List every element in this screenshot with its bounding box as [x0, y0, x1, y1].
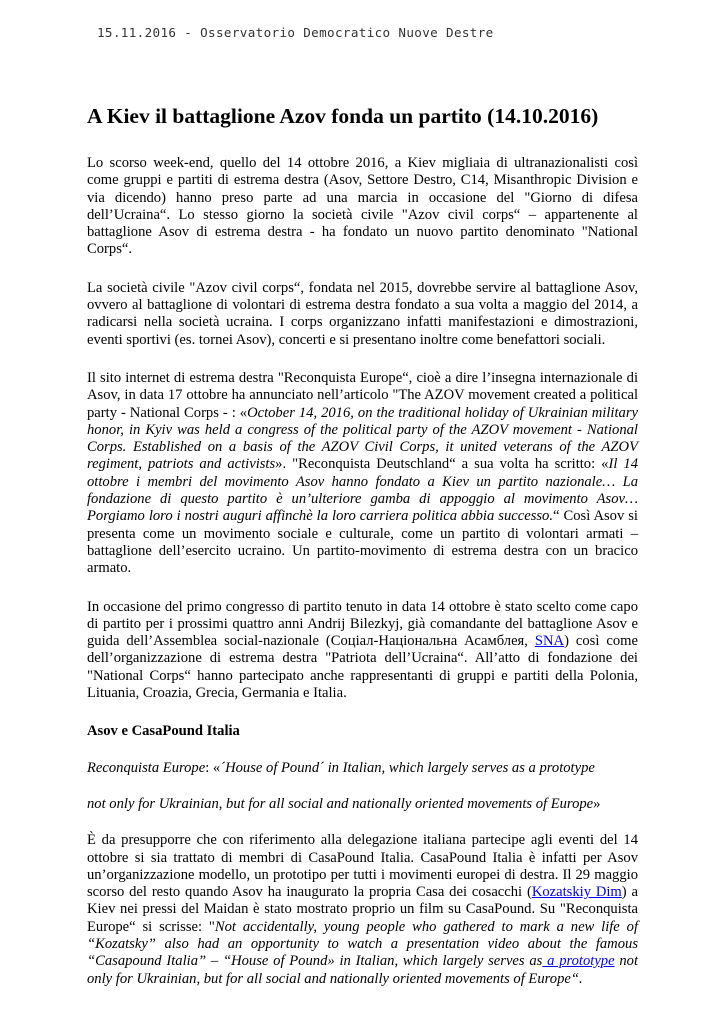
- text-segment: Il sito internet di estrema destra "Reconquista Europe“, cioè a dire l’insegna internazionale di Asov, in data 17 ottobre ha annunciato nell’articolo "The AZOV movement created a political party - National Corps - : «: [87, 369, 638, 421]
- quote-line-1: Reconquista Europe: «´House of Pound´ in Italian, which largely serves as a prototype: [87, 759, 595, 776]
- quote-text: ´House of Pound´ in Italian, which largely serves as a prototype: [220, 759, 595, 776]
- quote-text: not only for Ukrainian, but for all social and nationally oriented movements of Europe: [87, 795, 594, 812]
- article-body: [87, 102, 638, 1009]
- text-segment: ) così come dell’organizzazione di estrema destra "Patriota dell’Ucraina“. All’atto di fondazione dei "National Corps“ hanno partecipato anche rappresentanti di gruppi e partiti della Polonia, Lituania, Croazia, Grecia, Germania e Italia.: [87, 633, 638, 702]
- article-title: A Kiev il battaglione Azov fonda un partito (14.10.2016): [87, 104, 599, 128]
- text-segment: ». "Reconquista Deutschland“ a sua volta ha scritto: «: [275, 456, 609, 473]
- quote-italic-segment: October 14, 2016, on the traditional holiday of Ukrainian military honor, in Kyiv was held a congress of the political party of the AZOV movement - National Corps. Established on a basis of the AZOV Civil Corps, it united veterans of the AZOV regiment, patriots and activists: [87, 404, 638, 473]
- page-header: 15.11.2016 - Osservatorio Democratico Nuove Destre: [97, 25, 494, 40]
- quote-italic-segment: not only for Ukrainian, but for all social and nationally oriented movements of Europe“.: [87, 953, 639, 987]
- sna-link[interactable]: SNA: [534, 633, 565, 650]
- quote-italic-segment: Not accidentally, young people who gathered to mark a new life of “Kozatsky” also had an opportunity to watch a presentation video about the famous “Casapound Italia” – “House of Pound» in Italian, which largely serves as: [87, 918, 639, 970]
- text-segment: In occasione del primo congresso di partito tenuto in data 14 ottobre è stato scelto come capo di partito per i prossimi quattro anni Andrij Bilezkyj, già comandante del battaglione Asov e guida dell’Assemblea social-nazionale (Соціал-Національна Асамблея,: [87, 598, 638, 650]
- prototype-link[interactable]: a prototype: [542, 953, 615, 970]
- text-segment: “ Così Asov si presenta come un movimento sociale e culturale, come un partito di volontari armati – battaglione dell’esercito ucraino. Un partito-movimento di estrema destra con un bracico armato.: [87, 508, 638, 577]
- paragraph-civil-corps: La società civile "Azov civil corps“, fondata nel 2015, dovrebbe servire al battaglione Asov, ovvero al battaglione di volontari di estrema destra fondato a sua volta a maggio del 2014, a radicarsi nella società ucraina. I corps organizzano infatti manifestazioni e dimostrazioni, eventi sportivi (es. tornei Asov), concerti e si presentano inoltre come benefattori sociali.: [87, 279, 638, 348]
- paragraph-casapound: [87, 832, 638, 988]
- kozatskiy-dim-link[interactable]: Kozatskiy Dim: [531, 884, 622, 901]
- section-heading: Asov e CasaPound Italia: [87, 723, 240, 740]
- paragraph-intro: Lo scorso week-end, quello del 14 ottobre 2016, a Kiev migliaia di ultranazionalisti così come gruppi e partiti di estrema destra (Asov, Settore Destro, C14, Misanthropic Division e via dicendo) hanno preso parte ad una marcia in occasione del "Giorno di difesa dell’Ucraina“. Lo stesso giorno la società civile "Azov civil corps“ – appartenente al battaglione Asov di estrema destra - ha fondato un nuovo partito denominato "National Corps“.: [87, 155, 638, 258]
- quote-italic-segment: Il 14 ottobre i membri del movimento Asov hanno fondato a Kiev un partito nazionale… La fondazione di questo partito è un’ulteriore gamba di appoggio al movimento Asov… Porgiamo loro i nostri auguri affinchè la loro carriera politica abbia successo.: [87, 456, 639, 525]
- paragraph-congress: [87, 599, 638, 703]
- text-segment: È da presupporre che con riferimento alla delegazione italiana partecipe agli eventi del 14 ottobre si sia trattato di membri di CasaPound Italia. CasaPound Italia è infatti per Asov un’organizzazione modello, un prototipo per tutti i movimenti europei di destra. Il 29 maggio scorso del resto quando Asov ha inaugurato la propria Casa dei cosacchi (: [87, 832, 638, 901]
- paragraph-reconquista: [87, 370, 638, 578]
- text-segment: ) a Kiev nei pressi del Maidan è stato mostrato proprio un film su CasaPound. Su "Reconquista Europe“ si scrisse: ": [87, 884, 638, 935]
- quote-source: Reconquista Europe: [87, 759, 206, 776]
- quote-line-2: not only for Ukrainian, but for all social and nationally oriented movements of Europe»: [87, 795, 601, 812]
